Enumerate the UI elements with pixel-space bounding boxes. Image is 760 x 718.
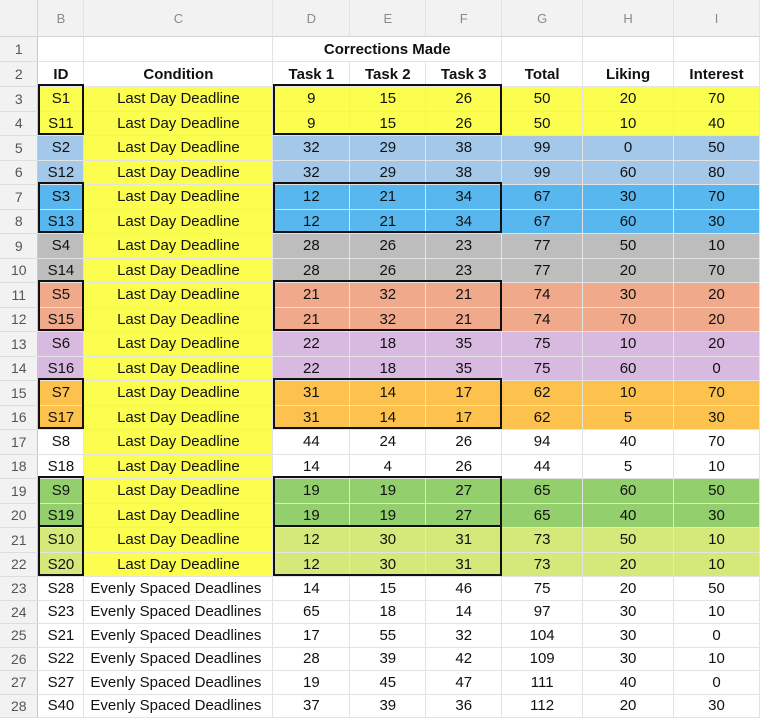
total-cell[interactable]: 62 — [502, 405, 583, 430]
task1-cell[interactable]: 21 — [273, 283, 350, 308]
id-cell[interactable]: S3 — [38, 185, 84, 210]
total-cell[interactable]: 94 — [502, 430, 583, 455]
liking-cell[interactable]: 40 — [583, 503, 674, 528]
total-cell[interactable]: 111 — [502, 671, 583, 695]
task2-cell[interactable]: 15 — [350, 577, 426, 601]
liking-cell[interactable]: 5 — [583, 405, 674, 430]
header-cell-interest[interactable]: Interest — [674, 62, 760, 87]
task2-cell[interactable]: 18 — [350, 600, 426, 624]
id-cell[interactable]: S27 — [38, 671, 84, 695]
cell[interactable] — [583, 37, 674, 62]
task2-cell[interactable]: 32 — [350, 307, 426, 332]
title-row — [0, 37, 760, 62]
column-header-b[interactable]: B — [38, 0, 84, 37]
row-header[interactable]: 13 — [0, 332, 38, 357]
interest-cell[interactable]: 70 — [674, 381, 760, 406]
row-header[interactable]: 18 — [0, 454, 38, 479]
task2-cell[interactable]: 24 — [350, 430, 426, 455]
row-header[interactable]: 3 — [0, 87, 38, 112]
task3-cell[interactable]: 21 — [426, 307, 502, 332]
header-cell-total[interactable]: Total — [502, 62, 583, 87]
row-header[interactable]: 6 — [0, 160, 38, 185]
table-row — [0, 307, 760, 332]
table-row — [0, 160, 760, 185]
row-header[interactable]: 8 — [0, 209, 38, 234]
task2-cell[interactable]: 21 — [350, 185, 426, 210]
total-cell[interactable]: 65 — [502, 479, 583, 504]
task1-cell[interactable]: 9 — [273, 87, 350, 112]
table-row — [0, 552, 760, 577]
task2-cell[interactable]: 30 — [350, 528, 426, 553]
id-cell[interactable]: S10 — [38, 528, 84, 553]
table-row — [0, 356, 760, 381]
task2-cell[interactable]: 39 — [350, 647, 426, 671]
task1-cell[interactable]: 12 — [273, 552, 350, 577]
liking-cell[interactable]: 50 — [583, 528, 674, 553]
table-row — [0, 624, 760, 648]
table-row — [0, 234, 760, 259]
select-all-corner[interactable] — [0, 0, 38, 37]
condition-cell[interactable]: Last Day Deadline — [84, 136, 273, 161]
total-cell[interactable]: 44 — [502, 454, 583, 479]
table-row — [0, 87, 760, 112]
id-cell[interactable]: S20 — [38, 552, 84, 577]
liking-cell[interactable]: 40 — [583, 430, 674, 455]
header-cell-task1[interactable]: Task 1 — [273, 62, 350, 87]
condition-cell[interactable]: Last Day Deadline — [84, 479, 273, 504]
row-header[interactable]: 1 — [0, 37, 38, 62]
interest-cell[interactable]: 10 — [674, 528, 760, 553]
interest-cell[interactable]: 0 — [674, 356, 760, 381]
liking-cell[interactable]: 20 — [583, 87, 674, 112]
row-header[interactable]: 9 — [0, 234, 38, 259]
table-row — [0, 283, 760, 308]
condition-cell[interactable]: Last Day Deadline — [84, 430, 273, 455]
condition-cell[interactable]: Last Day Deadline — [84, 356, 273, 381]
condition-cell[interactable]: Last Day Deadline — [84, 87, 273, 112]
task3-cell[interactable]: 38 — [426, 160, 502, 185]
id-cell[interactable]: S16 — [38, 356, 84, 381]
task1-cell[interactable]: 37 — [273, 694, 350, 718]
condition-cell[interactable]: Evenly Spaced Deadlines — [84, 671, 273, 695]
interest-cell[interactable]: 0 — [674, 671, 760, 695]
row-header[interactable]: 11 — [0, 283, 38, 308]
task2-cell[interactable]: 39 — [350, 694, 426, 718]
id-cell[interactable]: S13 — [38, 209, 84, 234]
task3-cell[interactable]: 27 — [426, 479, 502, 504]
liking-cell[interactable]: 10 — [583, 332, 674, 357]
id-cell[interactable]: S2 — [38, 136, 84, 161]
id-cell[interactable]: S19 — [38, 503, 84, 528]
total-cell[interactable]: 62 — [502, 381, 583, 406]
header-cell-liking[interactable]: Liking — [583, 62, 674, 87]
task1-cell[interactable]: 28 — [273, 234, 350, 259]
task2-cell[interactable]: 19 — [350, 479, 426, 504]
task1-cell[interactable]: 32 — [273, 136, 350, 161]
row-header[interactable]: 19 — [0, 479, 38, 504]
condition-cell[interactable]: Last Day Deadline — [84, 283, 273, 308]
condition-cell[interactable]: Last Day Deadline — [84, 332, 273, 357]
task3-cell[interactable]: 46 — [426, 577, 502, 601]
table-row — [0, 258, 760, 283]
task3-cell[interactable]: 23 — [426, 258, 502, 283]
liking-cell[interactable]: 40 — [583, 671, 674, 695]
condition-cell[interactable]: Evenly Spaced Deadlines — [84, 624, 273, 648]
condition-cell[interactable]: Last Day Deadline — [84, 307, 273, 332]
interest-cell[interactable]: 0 — [674, 624, 760, 648]
condition-cell[interactable]: Last Day Deadline — [84, 258, 273, 283]
id-cell[interactable]: S28 — [38, 577, 84, 601]
liking-cell[interactable]: 60 — [583, 479, 674, 504]
interest-cell[interactable]: 50 — [674, 577, 760, 601]
total-cell[interactable]: 74 — [502, 283, 583, 308]
row-header[interactable]: 2 — [0, 62, 38, 87]
task3-cell[interactable]: 17 — [426, 381, 502, 406]
task3-cell[interactable]: 47 — [426, 671, 502, 695]
task1-cell[interactable]: 12 — [273, 209, 350, 234]
condition-cell[interactable]: Last Day Deadline — [84, 234, 273, 259]
condition-cell[interactable]: Evenly Spaced Deadlines — [84, 694, 273, 718]
task3-cell[interactable]: 21 — [426, 283, 502, 308]
table-row — [0, 332, 760, 357]
task1-cell[interactable]: 19 — [273, 503, 350, 528]
cell[interactable] — [674, 37, 760, 62]
row-header[interactable]: 25 — [0, 624, 38, 648]
task3-cell[interactable]: 26 — [426, 111, 502, 136]
interest-cell[interactable]: 40 — [674, 111, 760, 136]
condition-cell[interactable]: Last Day Deadline — [84, 381, 273, 406]
liking-cell[interactable]: 70 — [583, 307, 674, 332]
interest-cell[interactable]: 50 — [674, 136, 760, 161]
row-header[interactable]: 21 — [0, 528, 38, 553]
task1-cell[interactable]: 14 — [273, 577, 350, 601]
task1-cell[interactable]: 65 — [273, 600, 350, 624]
task2-cell[interactable]: 19 — [350, 503, 426, 528]
task1-cell[interactable]: 14 — [273, 454, 350, 479]
row-header[interactable]: 14 — [0, 356, 38, 381]
row-header[interactable]: 17 — [0, 430, 38, 455]
task3-cell[interactable]: 31 — [426, 528, 502, 553]
liking-cell[interactable]: 10 — [583, 111, 674, 136]
liking-cell[interactable]: 0 — [583, 136, 674, 161]
cell[interactable] — [38, 37, 84, 62]
task1-cell[interactable]: 9 — [273, 111, 350, 136]
liking-cell[interactable]: 30 — [583, 624, 674, 648]
header-cell-task2[interactable]: Task 2 — [350, 62, 426, 87]
task3-cell[interactable]: 31 — [426, 552, 502, 577]
total-cell[interactable]: 97 — [502, 600, 583, 624]
task1-cell[interactable]: 12 — [273, 528, 350, 553]
total-cell[interactable]: 104 — [502, 624, 583, 648]
task1-cell[interactable]: 19 — [273, 479, 350, 504]
total-cell[interactable]: 75 — [502, 577, 583, 601]
total-cell[interactable]: 75 — [502, 356, 583, 381]
task3-cell[interactable]: 38 — [426, 136, 502, 161]
interest-cell[interactable]: 20 — [674, 283, 760, 308]
task1-cell[interactable]: 44 — [273, 430, 350, 455]
liking-cell[interactable]: 20 — [583, 552, 674, 577]
task2-cell[interactable]: 4 — [350, 454, 426, 479]
total-cell[interactable]: 73 — [502, 552, 583, 577]
row-header[interactable]: 12 — [0, 307, 38, 332]
task1-cell[interactable]: 31 — [273, 405, 350, 430]
task3-cell[interactable]: 14 — [426, 600, 502, 624]
condition-cell[interactable]: Last Day Deadline — [84, 111, 273, 136]
task1-cell[interactable]: 22 — [273, 356, 350, 381]
interest-cell[interactable]: 30 — [674, 209, 760, 234]
task2-cell[interactable]: 14 — [350, 381, 426, 406]
total-cell[interactable]: 77 — [502, 258, 583, 283]
interest-cell[interactable]: 10 — [674, 600, 760, 624]
task2-cell[interactable]: 21 — [350, 209, 426, 234]
table-row — [0, 694, 760, 718]
total-cell[interactable]: 112 — [502, 694, 583, 718]
column-header-f[interactable]: F — [426, 0, 502, 37]
id-cell[interactable]: S9 — [38, 479, 84, 504]
task1-cell[interactable]: 28 — [273, 647, 350, 671]
total-cell[interactable]: 67 — [502, 185, 583, 210]
table-row — [0, 136, 760, 161]
table-row — [0, 381, 760, 406]
task3-cell[interactable]: 42 — [426, 647, 502, 671]
id-cell[interactable]: S17 — [38, 405, 84, 430]
corrections-made-title[interactable]: Corrections Made — [273, 37, 502, 62]
row-header[interactable]: 22 — [0, 552, 38, 577]
column-header-c[interactable]: C — [84, 0, 273, 37]
interest-cell[interactable]: 50 — [674, 479, 760, 504]
id-cell[interactable]: S8 — [38, 430, 84, 455]
table-row — [0, 647, 760, 671]
id-cell[interactable]: S4 — [38, 234, 84, 259]
column-header-h[interactable]: H — [583, 0, 674, 37]
task3-cell[interactable]: 34 — [426, 185, 502, 210]
task1-cell[interactable]: 28 — [273, 258, 350, 283]
task3-cell[interactable]: 26 — [426, 454, 502, 479]
interest-cell[interactable]: 10 — [674, 552, 760, 577]
task3-cell[interactable]: 35 — [426, 332, 502, 357]
id-cell[interactable]: S6 — [38, 332, 84, 357]
task2-cell[interactable]: 45 — [350, 671, 426, 695]
interest-cell[interactable]: 70 — [674, 185, 760, 210]
task2-cell[interactable]: 26 — [350, 234, 426, 259]
interest-cell[interactable]: 10 — [674, 647, 760, 671]
liking-cell[interactable]: 60 — [583, 209, 674, 234]
interest-cell[interactable]: 20 — [674, 307, 760, 332]
row-header[interactable]: 27 — [0, 671, 38, 695]
condition-cell[interactable]: Evenly Spaced Deadlines — [84, 577, 273, 601]
id-cell[interactable]: S7 — [38, 381, 84, 406]
row-header[interactable]: 5 — [0, 136, 38, 161]
row-header[interactable]: 28 — [0, 694, 38, 718]
condition-cell[interactable]: Last Day Deadline — [84, 528, 273, 553]
total-cell[interactable]: 99 — [502, 136, 583, 161]
condition-cell[interactable]: Last Day Deadline — [84, 503, 273, 528]
table-row — [0, 111, 760, 136]
task3-cell[interactable]: 35 — [426, 356, 502, 381]
interest-cell[interactable]: 70 — [674, 87, 760, 112]
task2-cell[interactable]: 15 — [350, 111, 426, 136]
task2-cell[interactable]: 32 — [350, 283, 426, 308]
interest-cell[interactable]: 70 — [674, 258, 760, 283]
task2-cell[interactable]: 15 — [350, 87, 426, 112]
row-header[interactable]: 15 — [0, 381, 38, 406]
table-row — [0, 503, 760, 528]
id-cell[interactable]: S23 — [38, 600, 84, 624]
liking-cell[interactable]: 30 — [583, 185, 674, 210]
task2-cell[interactable]: 29 — [350, 136, 426, 161]
liking-cell[interactable]: 50 — [583, 234, 674, 259]
table-row — [0, 528, 760, 553]
id-cell[interactable]: S11 — [38, 111, 84, 136]
task3-cell[interactable]: 34 — [426, 209, 502, 234]
task2-cell[interactable]: 55 — [350, 624, 426, 648]
column-header-i[interactable]: I — [674, 0, 760, 37]
liking-cell[interactable]: 20 — [583, 694, 674, 718]
table-row — [0, 405, 760, 430]
row-header[interactable]: 24 — [0, 600, 38, 624]
cell[interactable] — [84, 37, 273, 62]
condition-cell[interactable]: Last Day Deadline — [84, 160, 273, 185]
interest-cell[interactable]: 10 — [674, 234, 760, 259]
table-row — [0, 577, 760, 601]
task3-cell[interactable]: 32 — [426, 624, 502, 648]
header-cell-id[interactable]: ID — [38, 62, 84, 87]
condition-cell[interactable]: Evenly Spaced Deadlines — [84, 600, 273, 624]
liking-cell[interactable]: 30 — [583, 600, 674, 624]
id-cell[interactable]: S18 — [38, 454, 84, 479]
condition-cell[interactable]: Last Day Deadline — [84, 209, 273, 234]
column-header-d[interactable]: D — [273, 0, 350, 37]
table-row — [0, 479, 760, 504]
interest-cell[interactable]: 30 — [674, 405, 760, 430]
liking-cell[interactable]: 5 — [583, 454, 674, 479]
header-cell-task3[interactable]: Task 3 — [426, 62, 502, 87]
total-cell[interactable]: 75 — [502, 332, 583, 357]
id-cell[interactable]: S21 — [38, 624, 84, 648]
task2-cell[interactable]: 30 — [350, 552, 426, 577]
total-cell[interactable]: 77 — [502, 234, 583, 259]
row-header[interactable]: 23 — [0, 577, 38, 601]
task3-cell[interactable]: 27 — [426, 503, 502, 528]
task1-cell[interactable]: 17 — [273, 624, 350, 648]
interest-cell[interactable]: 80 — [674, 160, 760, 185]
table-row — [0, 671, 760, 695]
table-row — [0, 209, 760, 234]
table-row — [0, 600, 760, 624]
task3-cell[interactable]: 17 — [426, 405, 502, 430]
column-header-row — [0, 0, 760, 37]
id-cell[interactable]: S14 — [38, 258, 84, 283]
liking-cell[interactable]: 60 — [583, 160, 674, 185]
task1-cell[interactable]: 19 — [273, 671, 350, 695]
condition-cell[interactable]: Last Day Deadline — [84, 552, 273, 577]
task2-cell[interactable]: 14 — [350, 405, 426, 430]
table-row — [0, 454, 760, 479]
id-cell[interactable]: S22 — [38, 647, 84, 671]
column-header-g[interactable]: G — [502, 0, 583, 37]
total-cell[interactable]: 65 — [502, 503, 583, 528]
header-row — [0, 62, 760, 87]
task1-cell[interactable]: 21 — [273, 307, 350, 332]
row-header[interactable]: 20 — [0, 503, 38, 528]
condition-cell[interactable]: Last Day Deadline — [84, 185, 273, 210]
row-header[interactable]: 10 — [0, 258, 38, 283]
task2-cell[interactable]: 18 — [350, 356, 426, 381]
total-cell[interactable]: 99 — [502, 160, 583, 185]
condition-cell[interactable]: Last Day Deadline — [84, 454, 273, 479]
task3-cell[interactable]: 26 — [426, 87, 502, 112]
liking-cell[interactable]: 60 — [583, 356, 674, 381]
id-cell[interactable]: S40 — [38, 694, 84, 718]
total-cell[interactable]: 109 — [502, 647, 583, 671]
row-header[interactable]: 4 — [0, 111, 38, 136]
task3-cell[interactable]: 23 — [426, 234, 502, 259]
task1-cell[interactable]: 31 — [273, 381, 350, 406]
column-header-e[interactable]: E — [350, 0, 426, 37]
task1-cell[interactable]: 12 — [273, 185, 350, 210]
condition-cell[interactable]: Last Day Deadline — [84, 405, 273, 430]
task3-cell[interactable]: 36 — [426, 694, 502, 718]
row-header[interactable]: 7 — [0, 185, 38, 210]
interest-cell[interactable]: 20 — [674, 332, 760, 357]
task2-cell[interactable]: 29 — [350, 160, 426, 185]
interest-cell[interactable]: 70 — [674, 430, 760, 455]
table-row — [0, 430, 760, 455]
task3-cell[interactable]: 26 — [426, 430, 502, 455]
interest-cell[interactable]: 10 — [674, 454, 760, 479]
id-cell[interactable]: S1 — [38, 87, 84, 112]
interest-cell[interactable]: 30 — [674, 503, 760, 528]
task1-cell[interactable]: 32 — [273, 160, 350, 185]
condition-cell[interactable]: Evenly Spaced Deadlines — [84, 647, 273, 671]
total-cell[interactable]: 50 — [502, 87, 583, 112]
id-cell[interactable]: S15 — [38, 307, 84, 332]
liking-cell[interactable]: 30 — [583, 283, 674, 308]
header-cell-condition[interactable]: Condition — [84, 62, 273, 87]
liking-cell[interactable]: 10 — [583, 381, 674, 406]
liking-cell[interactable]: 20 — [583, 258, 674, 283]
interest-cell[interactable]: 30 — [674, 694, 760, 718]
total-cell[interactable]: 74 — [502, 307, 583, 332]
id-cell[interactable]: S5 — [38, 283, 84, 308]
row-header[interactable]: 16 — [0, 405, 38, 430]
task1-cell[interactable]: 22 — [273, 332, 350, 357]
table-row — [0, 185, 760, 210]
id-cell[interactable]: S12 — [38, 160, 84, 185]
liking-cell[interactable]: 30 — [583, 647, 674, 671]
task2-cell[interactable]: 26 — [350, 258, 426, 283]
cell[interactable] — [502, 37, 583, 62]
row-header[interactable]: 26 — [0, 647, 38, 671]
total-cell[interactable]: 67 — [502, 209, 583, 234]
total-cell[interactable]: 50 — [502, 111, 583, 136]
total-cell[interactable]: 73 — [502, 528, 583, 553]
task2-cell[interactable]: 18 — [350, 332, 426, 357]
liking-cell[interactable]: 20 — [583, 577, 674, 601]
